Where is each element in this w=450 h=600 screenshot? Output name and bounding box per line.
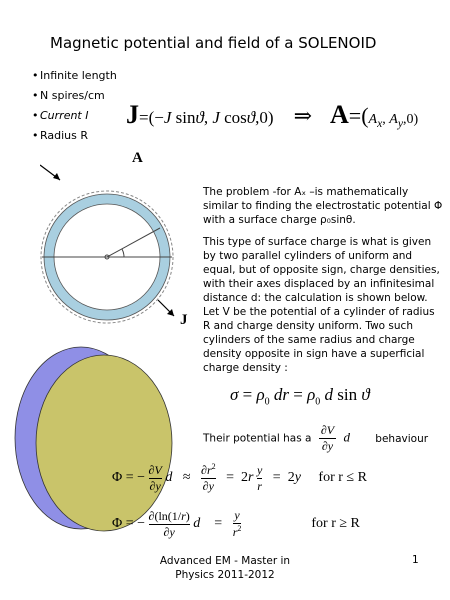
bullet-item: • N spires/cm bbox=[32, 89, 105, 102]
bullet-item: • Current I bbox=[32, 109, 89, 122]
current-density-label: J bbox=[180, 312, 188, 328]
phi-outside-formula: Φ = − $\frac{\partial(\ln(1/r)}{\partial y}$ d = $\frac{y}{r^2}$ for r ≥ R bbox=[112, 508, 360, 539]
surface-charge-formula: $\sigma = \rho_0$ dr = $\rho_0$ d sin ϑ bbox=[230, 385, 370, 408]
potential-behaviour: Their potential has a $\frac{\partial V}{\partial y}$ d behaviour bbox=[203, 423, 429, 453]
phi-inside-formula: Φ = − $\frac{\partial V}{\partial y}$ d ≈ $\frac{\partial r^2}{\partial y}$ = 2r $\frac{y}{r}$ = 2y for r ≤ R bbox=[112, 462, 367, 493]
solenoid-cross-section bbox=[40, 150, 210, 335]
vector-potential-label: A bbox=[132, 150, 143, 166]
bullet-item: • Infinite length bbox=[32, 69, 117, 82]
displaced-cylinders-figure bbox=[14, 345, 189, 535]
current-vector-formula: J=(−J sinϑ, J cosϑ,0) ⇒ $A=(A_x$, $A_y,0$) bbox=[126, 100, 419, 130]
problem-description: The problem -for Aₓ –is mathematically similar to finding the electrostatic potential Φ with a surface charge ρ₀sinθ. bbox=[203, 186, 443, 226]
surface-charge-explanation: This type of surface charge is what is given by two parallel cylinders of uniform and equal, but of opposite sign, charge densities, with their axes displaced by an infinitesimal distance d: the calculation is shown below. Let V be the potential of a cylinder of radius R and charge density uniform. Two such cylinders of the same radius and charge density opposite in sign have a superficial charge density : bbox=[203, 236, 440, 374]
bullet-list bbox=[32, 66, 117, 146]
page-number: 1 bbox=[412, 554, 419, 566]
bullet-item: • Radius R bbox=[32, 129, 89, 142]
slide-title: Magnetic potential and field of a SOLENOID bbox=[50, 34, 377, 52]
slide-footer: Advanced EM - Master in Physics 2011-2012 bbox=[159, 555, 291, 581]
